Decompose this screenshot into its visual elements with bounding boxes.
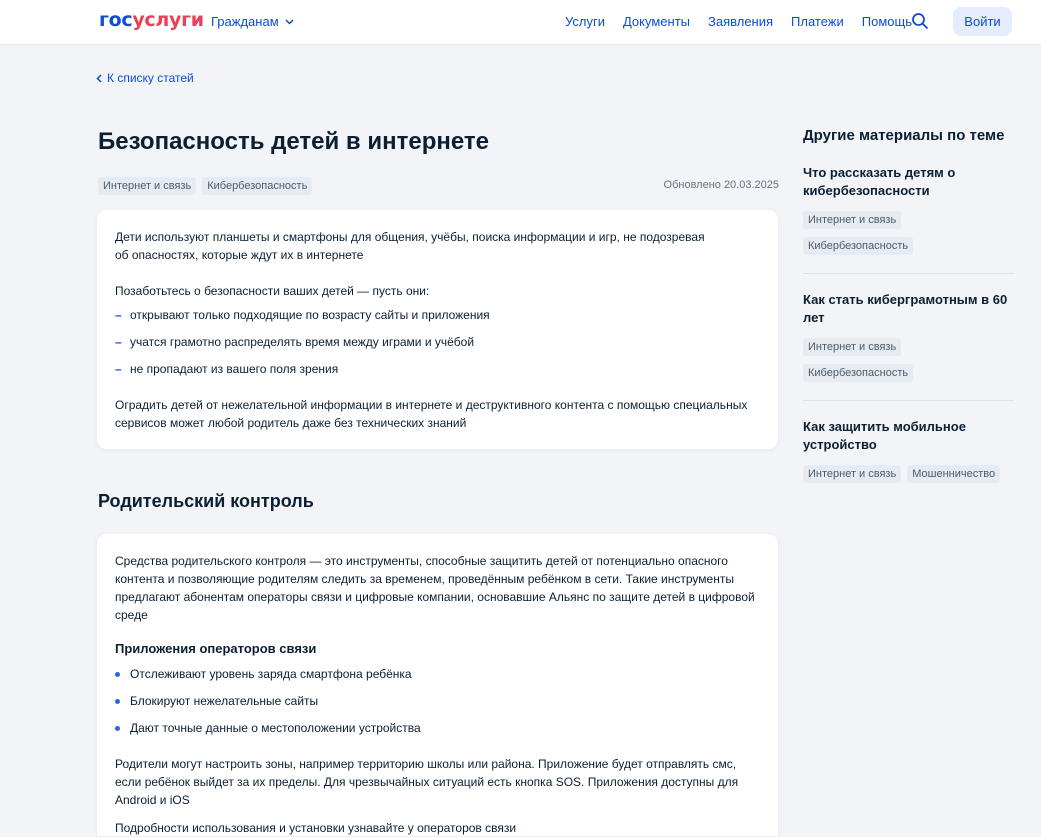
list-dash-icon: – [115,308,122,322]
nav-documents[interactable]: Документы [622,14,690,29]
updated-date: Обновлено 20.03.2025 [663,179,779,191]
nav-help[interactable]: Помощь [861,14,912,29]
sidebar-title: Другие материалы по теме [803,127,1005,144]
sidebar-article [803,164,1014,263]
sidebar-article-tags [803,465,1014,491]
chevron-left-icon [96,74,102,83]
tag-internet[interactable]: Интернет и связь [803,211,901,229]
chevron-down-icon [285,19,294,25]
sidebar-article-title-line: Как защитить мобильное [803,419,966,434]
sidebar-article-link[interactable] [803,418,1014,454]
intro-text-line: Оградить детей от нежелательной информации в интернете и деструктивного контента с помощью специальных [115,398,748,412]
main-nav [565,14,930,29]
tag-cybersecurity[interactable]: Кибербезопасность [803,364,913,382]
sidebar-article-title-line: устройство [803,437,877,452]
intro-text-line: об опасностях, которые ждут их в интернете [115,248,364,262]
divider [803,273,1014,274]
top-header [0,0,1041,44]
logo-part-1: гос [99,9,133,31]
parental-control-card [97,534,778,836]
sidebar-article-link[interactable] [803,291,1014,327]
section-text-line: Родители могут настроить зоны, например территорию школы или района. Приложение будет отправлять смс, [115,757,737,771]
section-text-line: Подробности использования и установки узнавайте у операторов связи [115,821,517,835]
section-text-line: среде [115,608,148,622]
section-title: Родительский контроль [98,491,314,511]
bullet-icon [115,726,120,731]
list-item: Блокируют нежелательные сайты [130,694,319,708]
bullet-icon [115,672,120,677]
tag-cybersecurity[interactable]: Кибербезопасность [202,177,312,195]
tag-internet[interactable]: Интернет и связь [803,465,901,483]
bullet-icon [115,699,120,704]
sidebar-article-link[interactable] [803,164,1014,200]
intro-text-line: Дети используют планшеты и смартфоны для общения, учёбы, поиска информации и игр, не подозревая [115,230,705,244]
nav-services[interactable]: Услуги [565,14,605,29]
tag-internet[interactable]: Интернет и связь [803,338,901,356]
sidebar-article-tags [803,211,1014,263]
nav-applications[interactable]: Заявления [708,14,774,29]
tag-fraud[interactable]: Мошенничество [907,465,1000,483]
back-to-articles-link[interactable] [96,71,194,85]
nav-payments[interactable]: Платежи [791,14,844,29]
audience-label: Гражданам [211,14,279,29]
article-tags [98,177,312,195]
list-dash-icon: – [115,335,122,349]
tag-internet[interactable]: Интернет и связь [98,177,196,195]
section-text-line: Android и iOS [115,793,190,807]
login-button[interactable]: Войти [953,7,1012,36]
page-title: Безопасность детей в интернете [98,128,489,155]
tag-cybersecurity[interactable]: Кибербезопасность [803,237,913,255]
gosuslugi-logo[interactable] [99,9,204,31]
list-item: не пропадают из вашего поля зрения [130,362,339,376]
subheading: Приложения операторов связи [115,641,317,656]
section-text-line: Средства родительского контроля — это инструменты, способные защитить детей от потенциально опасного [115,554,728,568]
sidebar-article [803,291,1014,390]
sidebar-article-title-line: лет [803,310,825,325]
intro-card [97,210,778,449]
search-icon[interactable] [911,12,929,30]
divider [803,400,1014,401]
section-text-line: контента и позволяющие родителям следить за временем, проведённым ребёнком в сети. Такие инструменты [115,572,734,586]
logo-part-2: услуги [132,9,204,31]
audience-dropdown[interactable] [211,14,294,29]
sidebar-article-title-line: кибербезопасности [803,183,930,198]
intro-lead: Позаботьтесь о безопасности ваших детей — пусть они: [115,284,430,298]
sidebar-article-title-line: Как стать киберграмотным в 60 [803,292,1008,307]
sidebar-article-title-line: Что рассказать детям о [803,165,956,180]
list-dash-icon: – [115,362,122,376]
list-item: учатся грамотно распределять время между играми и учёбой [130,335,475,349]
list-item: Дают точные данные о местоположении устройства [130,721,421,735]
back-link-label: К списку статей [107,71,194,85]
section-text-line: предлагают абонентам операторы связи и цифровые компании, основавшие Альянс по защите детей в цифровой [115,590,755,604]
sidebar-article-tags [803,338,1014,390]
list-item: открывают только подходящие по возрасту сайты и приложения [130,308,490,322]
section-text-line: если ребёнок выйдет за их пределы. Для чрезвычайных ситуаций есть кнопка SOS. Приложения доступны для [115,775,739,789]
list-item: Отслеживают уровень заряда смартфона ребёнка [130,667,412,681]
sidebar-article [803,418,1014,491]
intro-text-line: сервисов может любой родитель даже без технических знаний [115,416,467,430]
